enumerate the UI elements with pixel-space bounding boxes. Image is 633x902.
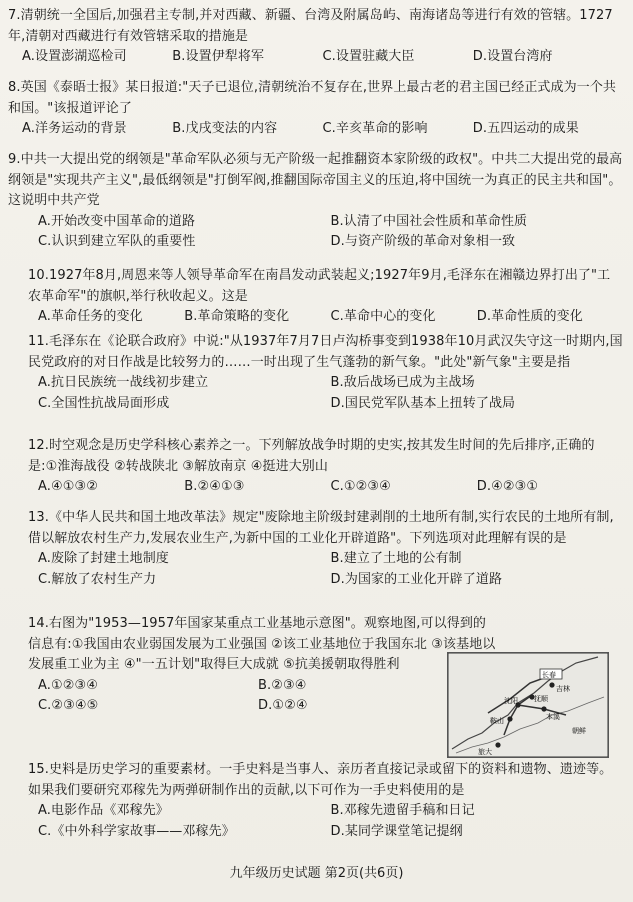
question-10	[8, 266, 623, 328]
map-label-changchun: 长春	[542, 671, 556, 679]
option-c: C.②③④⑤	[38, 698, 99, 713]
question-stem: 8.英国《泰晤士报》某日报道:"天子已退位,清朝统治不复存在,世界上最古老的君主国已经正式成为一个共和国。"该报道评论了	[8, 80, 617, 116]
option-b: B.革命策略的变化	[184, 309, 290, 324]
question-stem: 10.1927年8月,周恩来等人领导革命军在南昌发动武装起义;1927年9月,毛泽东在湘赣边界打出了"工农革命军"的旗帜,举行秋收起义。这是	[28, 268, 611, 304]
question-stem: 9.中共一大提出党的纲领是"革命军队必须与无产阶级一起推翻资本家阶级的政权"。中共二大提出党的最高纲领是"实现共产主义",最低纲领是"打倒军阀,推翻国际帝国主义的压迫,将中国统一为真正的民主共和国"。这说明中共产党	[8, 152, 623, 208]
options	[22, 119, 623, 140]
question-15	[8, 760, 623, 842]
option-b: B.②③④	[258, 677, 307, 693]
options	[38, 307, 623, 328]
option-d: D.设置台湾府	[472, 49, 553, 64]
map-label-jilin: 吉林	[556, 685, 570, 693]
question-11	[8, 332, 623, 414]
option-c: C.设置驻藏大臣	[322, 49, 415, 64]
map-label-fushun: 抚顺	[534, 695, 548, 703]
question-9	[8, 150, 623, 253]
option-c: C.认识到建立军队的重要性	[38, 234, 196, 249]
options	[38, 801, 623, 842]
options	[38, 477, 623, 498]
option-a: A.开始改变中国革命的道路	[38, 213, 196, 229]
option-b: B.②④①③	[184, 479, 245, 494]
option-c: C.《中外科学家故事——邓稼先》	[38, 823, 235, 839]
option-d: D.为国家的工业化开辟了道路	[330, 571, 503, 587]
option-d: D.④②③①	[476, 479, 539, 494]
map-label-korea: 朝鲜	[572, 727, 586, 735]
question-stem: 7.清朝统一全国后,加强君主专制,并对西藏、新疆、台湾及附属岛屿、南海诸岛等进行有效的管辖。1727年,清朝对西藏进行有效管辖采取的措施是	[8, 8, 613, 44]
option-a: A.革命任务的变化	[38, 309, 143, 324]
map-label-benxi: 本溪	[546, 713, 560, 721]
option-a: A.洋务运动的背景	[22, 121, 127, 136]
industrial-base-map	[447, 652, 609, 758]
option-c: C.全国性抗战局面形成	[38, 395, 170, 411]
option-b: B.戊戌变法的内容	[172, 121, 278, 136]
option-b: B.设置伊犁将军	[172, 49, 265, 64]
question-12	[8, 436, 623, 498]
question-stem: 12.时空观念是历史学科核心素养之一。下列解放战争时期的史实,按其发生时间的先后排序,正确的是:①淮海战役 ②转战陕北 ③解放南京 ④挺进大别山	[28, 438, 595, 474]
option-b: B.认清了中国社会性质和革命性质	[330, 213, 528, 229]
option-d: D.五四运动的成果	[472, 121, 579, 136]
options	[38, 373, 623, 414]
option-d: D.某同学课堂笔记提纲	[330, 823, 463, 839]
option-d: D.与资产阶级的革命对象相一致	[330, 234, 516, 249]
option-a: A.电影作品《邓稼先》	[38, 803, 169, 818]
question-7	[8, 6, 623, 68]
option-b: B.敌后战场已成为主战场	[330, 375, 475, 390]
map-label-luda: 旅大	[478, 748, 492, 756]
option-a: A.废除了封建土地制度	[38, 551, 169, 566]
option-a: A.④①③②	[38, 479, 99, 494]
question-8	[8, 78, 623, 140]
question-stem: 15.史料是历史学习的重要素材。一手史料是当事人、亲历者直接记录或留下的资料和遗物、遗迹等。如果我们要研究邓稼先为两弹研制作出的贡献,以下可作为一手史料使用的是	[28, 762, 613, 798]
option-c: C.革命中心的变化	[330, 309, 436, 324]
map-label-anshan: 鞍山	[490, 717, 504, 725]
option-c: C.辛亥革命的影响	[322, 121, 428, 136]
options	[22, 47, 623, 68]
option-a: A.设置澎湖巡检司	[22, 49, 127, 64]
question-13	[8, 508, 623, 590]
options	[38, 212, 623, 253]
question-stem: 11.毛泽东在《论联合政府》中说:"从1937年7月7日卢沟桥事变到1938年10月武汉失守这一时期内,国民党政府的对日作战是比较努力的……一时出现了生气蓬勃的新气象。"此处"新气象"主要是指	[28, 334, 623, 370]
options	[38, 549, 623, 590]
question-stem: 14.右图为"1953—1957年国家某重点工业基地示意图"。观察地图,可以得到的信息有:①我国由农业弱国发展为工业强国 ②该工业基地位于我国东北 ③该基地以发展重工业为主 ④"一五计划"取得巨大成就 ⑤抗美援朝取得胜利	[28, 616, 496, 672]
option-b: B.邓稼先遗留手稿和日记	[330, 803, 475, 818]
page-footer: 九年级历史试题 第2页(共6页)	[229, 866, 404, 881]
option-c: C.解放了农村生产力	[38, 571, 157, 587]
option-a: A.①②③④	[38, 677, 99, 693]
map-label-shenyang: 沈阳	[504, 697, 518, 705]
question-stem: 13.《中华人民共和国土地改革法》规定"废除地主阶级封建剥削的土地所有制,实行农民的土地所有制,借以解放农村生产力,发展农业生产,为新中国的工业化开辟道路"。下列选项对此理解有误的是	[28, 510, 614, 546]
option-c: C.①②③④	[330, 479, 391, 494]
option-b: B.建立了土地的公有制	[330, 551, 462, 566]
option-d: D.革命性质的变化	[476, 309, 583, 324]
option-a: A.抗日民族统一战线初步建立	[38, 375, 209, 390]
option-d: D.①②④	[258, 698, 308, 713]
option-d: D.国民党军队基本上扭转了战局	[330, 395, 516, 411]
options	[38, 676, 478, 717]
